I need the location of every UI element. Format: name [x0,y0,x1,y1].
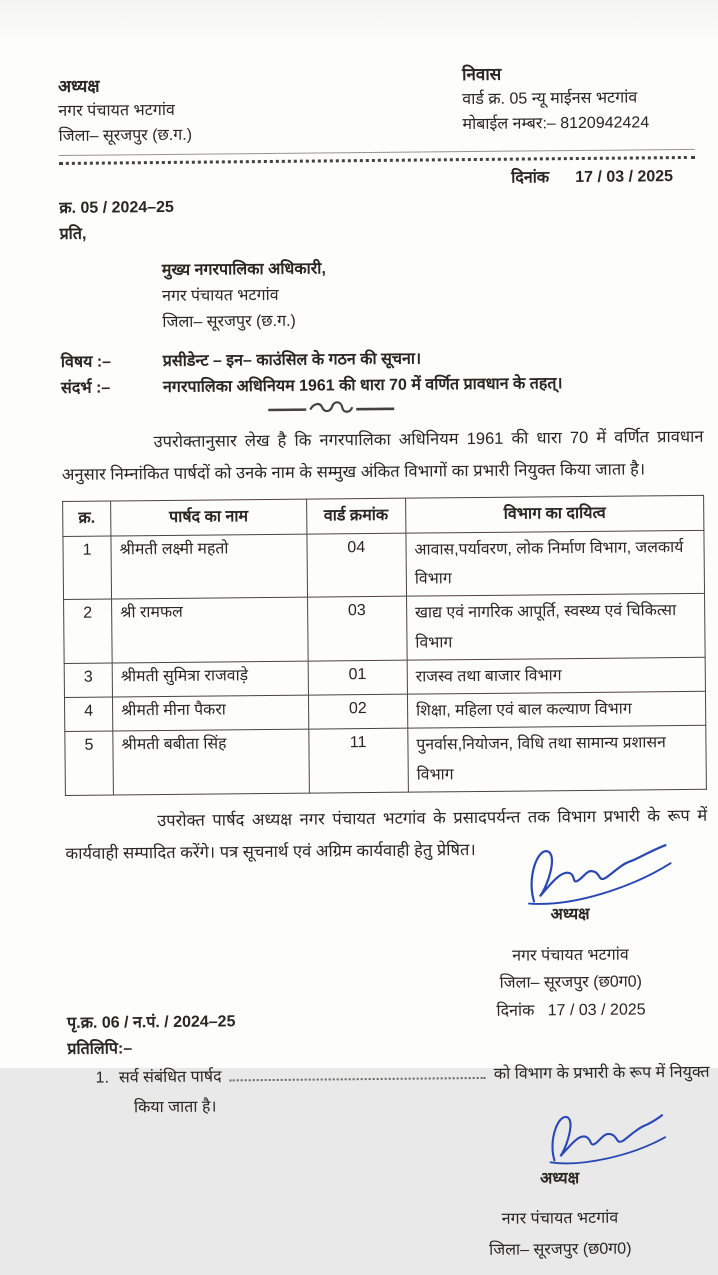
col-header-dept: विभाग का दायित्व [405,495,703,533]
copy-item-text-after: को विभाग के प्रभारी के रूप में नियुक्त [493,1063,710,1083]
signature-scribble-icon [540,1103,667,1170]
recipient-district: जिला– सूरजपुर (छ.ग.) [162,312,296,331]
cell-dept: खाद्य एवं नागरिक आपूर्ति, स्वस्थ्य एवं चिकित्सा विभाग [406,594,705,660]
letterhead [58,64,701,150]
letter-ref-number: क्र. 05 / 2024–25 [59,198,174,217]
cell-sn: 5 [65,731,114,795]
closing-paragraph: उपरोक्त पार्षद अध्यक्ष नगर पंचायत भटगांव के प्रसादपर्यन्त तक विभाग प्रभारी के रूप में कार्यवाही सम्पादित करेंगे। पत्र सूचनार्थ एवं अग्रिम कार्यवाही हेतु प्रेषित। [65,806,708,863]
cell-name: श्री रामफल [112,598,308,663]
cell-name: श्रीमती सुमित्रा राजवाड़े [112,661,308,697]
subject-text: प्रसीडेन्ट – इन– काउंसिल के गठन की सूचना। [162,350,422,370]
residence-address: वार्ड क्र. 05 न्यू माईनस भटगांव [462,89,638,109]
recipient-name: मुख्य नगरपालिका अधिकारी, [161,260,326,279]
letterhead-sender [58,73,192,150]
col-header-ward: वार्ड क्रमांक [306,498,406,534]
ornament-divider [181,399,481,418]
col-header-sn: क्र. [63,501,111,536]
flourish-icon [266,399,396,416]
cell-dept: आवास,पर्यावरण, लोक निर्माण विभाग, जलकार्य विभाग [406,530,705,596]
reference-label: संदर्भ :– [60,379,111,397]
sender-org: नगर पंचायत भटगांव [58,102,175,121]
salutation: प्रति, [59,225,87,243]
table-row [63,530,705,600]
residence-title: निवास [461,64,502,85]
recipient-block [162,253,703,336]
signatory-district: जिला– सूरजपुर (छ0ग0) [499,973,643,993]
recipient-org: नगर पंचायत भटगांव [162,286,279,305]
cell-dept: शिक्षा, महिला एवं बाल कल्याण विभाग [407,691,705,728]
cell-sn: 3 [64,663,112,698]
reference-row [61,370,703,400]
copy-to-label: प्रतिलिपि:– [67,1040,133,1059]
letter-date [59,165,673,195]
signatory-org: नगर पंचायत भटगांव [501,1209,619,1229]
cell-ward: 11 [308,728,408,792]
signatory-date-value: 17 / 03 / 2025 [547,1001,646,1019]
subject-label: विषय :– [60,353,112,371]
letterhead-divider [59,149,695,165]
members-table [62,495,707,796]
cell-ward: 02 [308,694,408,729]
cell-dept: राजस्व तथा बाजार विभाग [407,657,705,694]
cell-name: श्रीमती बबीता सिंह [113,729,309,794]
residence-mobile: मोबाईल नम्बर:– 8120942424 [462,114,650,134]
table-row [65,726,707,796]
date-value: 17 / 03 / 2025 [575,168,674,186]
signatory-block-2 [434,1163,685,1267]
cell-ward: 03 [307,597,407,661]
reference-text: नगरपालिका अधिनियम 1961 की धारा 70 में वर्णित प्रावधान के तहत्। [162,374,563,396]
signatory-title: अध्यक्ष [550,906,590,924]
endorsement-ref-number: पृ.क्र. 06 / न.पं. / 2024–25 [67,1013,236,1033]
copy-item [96,1058,710,1094]
subject-row [61,344,703,374]
cell-name: श्रीमती मीना पैकरा [113,695,309,731]
cell-ward: 04 [306,533,406,597]
copy-item-text-line2: किया जाता है। [133,1099,217,1117]
col-header-name: पार्षद का नाम [111,499,307,536]
signatory-title: अध्यक्ष [540,1169,580,1188]
dotted-leader [230,1063,486,1081]
letter-content [58,64,711,1275]
cell-sn: 1 [63,536,112,600]
signatory-org: नगर पंचायत भटगांव [512,946,629,965]
body-paragraph: उपरोक्तानुसार लेख है कि नगरपालिका अधिनियम 1961 की धारा 70 में वर्णित प्रावधान अनुसार निम्नांकित पार्षदों को उनके नाम के सम्मुख अंकित विभागों का प्रभारी नियुक्त किया जाता है। [61,427,704,484]
signature-area [66,864,709,1020]
copy-item-text-before: सर्व संबंधित पार्षद [118,1068,222,1087]
cell-name: श्रीमती लक्ष्मी महतो [111,534,307,599]
sender-title: अध्यक्ष [58,76,100,96]
cell-sn: 2 [64,599,113,663]
table-row [64,594,706,664]
sender-district: जिला– सूरजपुर (छ.ग.) [58,126,193,146]
cell-dept: पुनर्वास,नियोजन, विधि तथा सामान्य प्रशासन विभाग [408,726,707,792]
cell-ward: 01 [308,660,408,695]
cell-sn: 4 [64,697,112,732]
letterhead-residence [462,60,701,138]
signature-area-2 [68,1119,711,1275]
signatory-district: जिला– सूरजपुर (छ0ग0) [489,1240,632,1259]
copy-item-number: 1. [95,1069,110,1087]
date-label: दिनांक [511,169,550,187]
signatory-date-label: दिनांक [496,1002,535,1020]
